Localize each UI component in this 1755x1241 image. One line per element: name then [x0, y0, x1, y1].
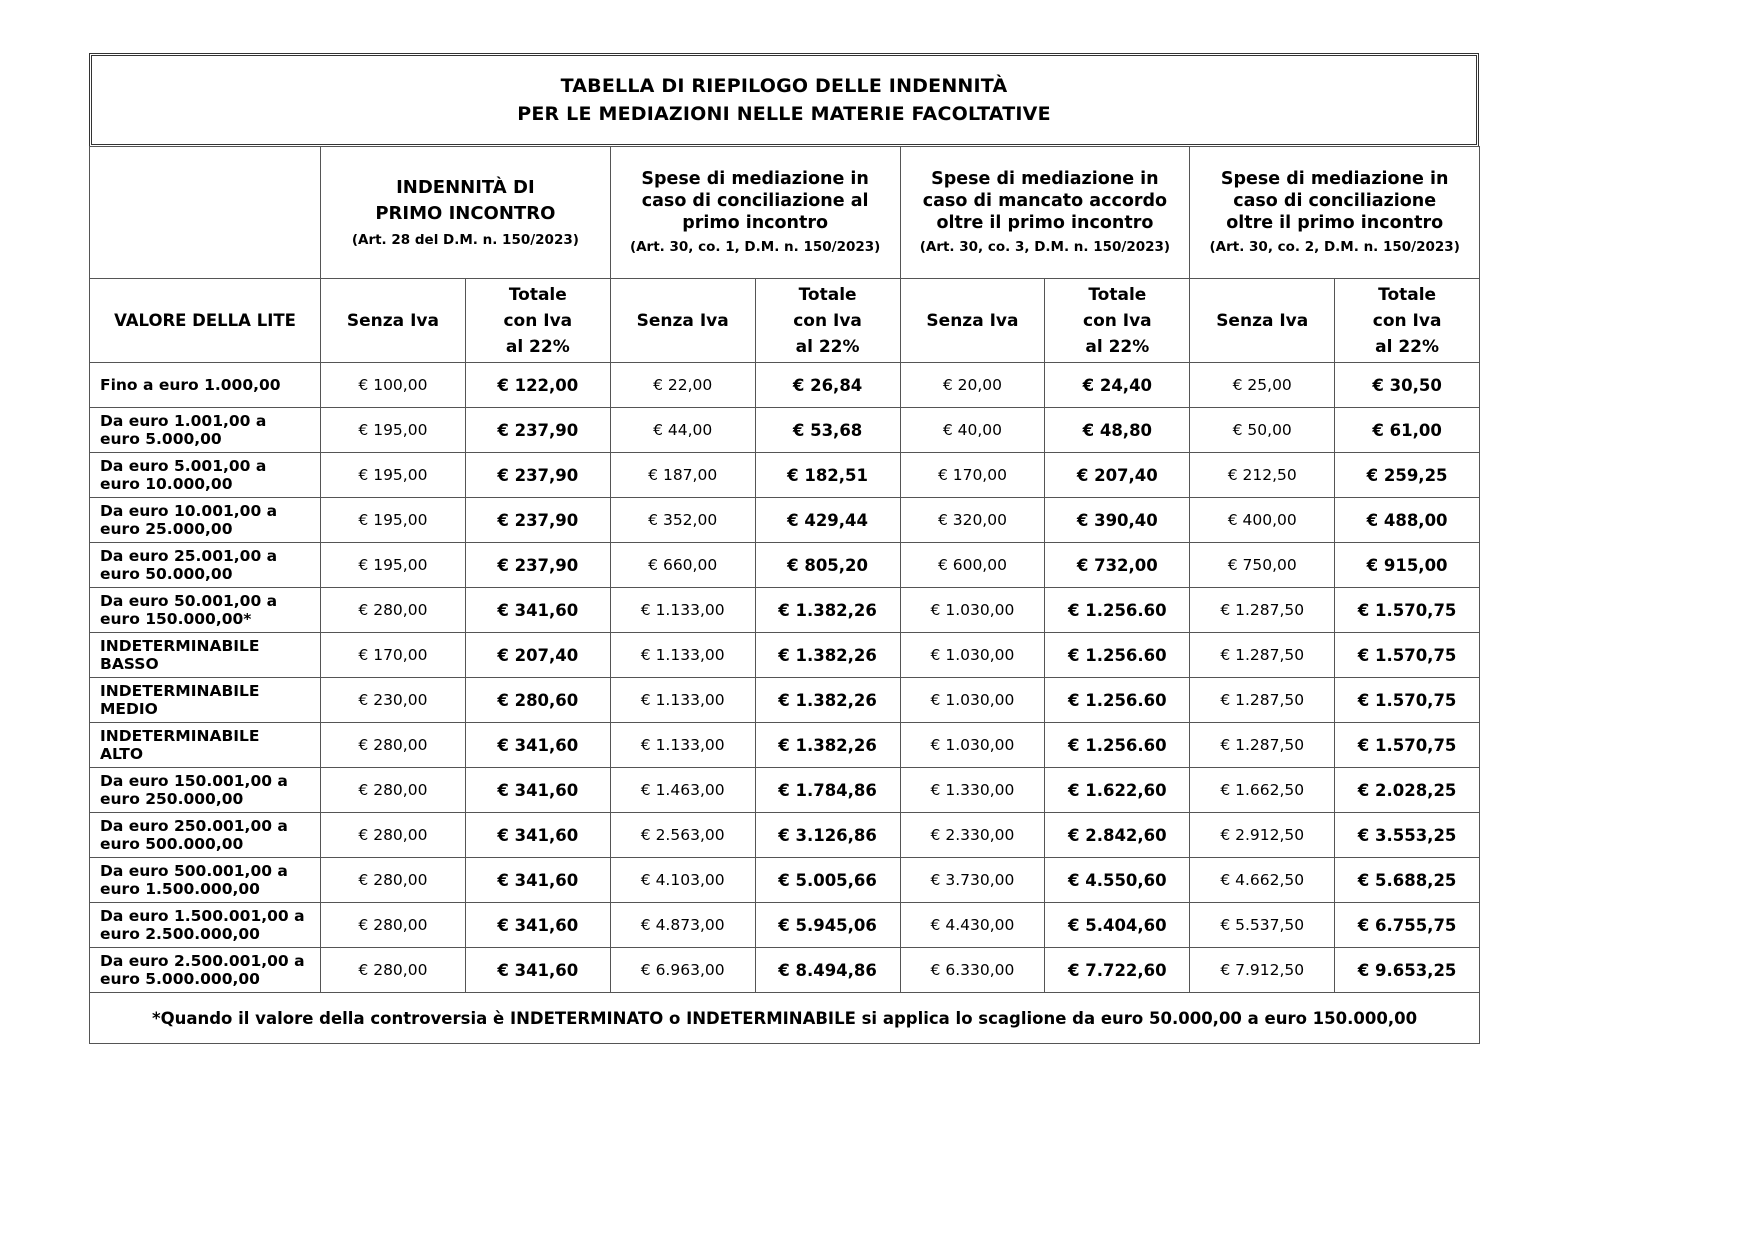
total-vat-header: Totale con Iva al 22% — [1335, 279, 1480, 363]
without-vat-header: Senza Iva — [1190, 279, 1335, 363]
title-line-2: PER LE MEDIAZIONI NELLE MATERIE FACOLTATIVE — [517, 103, 1051, 125]
total-with-vat-cell: € 7.722,60 — [1045, 948, 1190, 993]
total-with-vat-cell: € 341,60 — [465, 948, 610, 993]
total-with-vat-cell: € 1.382,26 — [755, 588, 900, 633]
total-with-vat-cell: € 3.553,25 — [1335, 813, 1480, 858]
total-with-vat-cell: € 732,00 — [1045, 543, 1190, 588]
amount-without-vat-cell: € 1.463,00 — [610, 768, 755, 813]
document-title — [89, 53, 1479, 147]
amount-without-vat-cell: € 195,00 — [321, 453, 466, 498]
total-with-vat-cell: € 1.256.60 — [1045, 678, 1190, 723]
total-with-vat-cell: € 207,40 — [465, 633, 610, 678]
total-with-vat-cell: € 341,60 — [465, 768, 610, 813]
amount-without-vat-cell: € 1.330,00 — [900, 768, 1045, 813]
total-with-vat-cell: € 3.126,86 — [755, 813, 900, 858]
amount-without-vat-cell: € 170,00 — [900, 453, 1045, 498]
table-row — [90, 858, 1480, 903]
table-row — [90, 903, 1480, 948]
amount-without-vat-cell: € 2.912,50 — [1190, 813, 1335, 858]
amount-without-vat-cell: € 195,00 — [321, 408, 466, 453]
amount-without-vat-cell: € 170,00 — [321, 633, 466, 678]
total-with-vat-cell: € 237,90 — [465, 543, 610, 588]
amount-without-vat-cell: € 280,00 — [321, 858, 466, 903]
table-row — [90, 408, 1480, 453]
amount-without-vat-cell: € 22,00 — [610, 363, 755, 408]
amount-without-vat-cell: € 4.103,00 — [610, 858, 755, 903]
table-row — [90, 948, 1480, 993]
total-vat-header: Totale con Iva al 22% — [755, 279, 900, 363]
total-with-vat-cell: € 2.028,25 — [1335, 768, 1480, 813]
amount-without-vat-cell: € 1.287,50 — [1190, 723, 1335, 768]
amount-without-vat-cell: € 7.912,50 — [1190, 948, 1335, 993]
amount-without-vat-cell: € 1.133,00 — [610, 678, 755, 723]
amount-without-vat-cell: € 25,00 — [1190, 363, 1335, 408]
total-with-vat-cell: € 341,60 — [465, 588, 610, 633]
amount-without-vat-cell: € 400,00 — [1190, 498, 1335, 543]
total-with-vat-cell: € 237,90 — [465, 453, 610, 498]
total-with-vat-cell: € 1.256.60 — [1045, 588, 1190, 633]
title-line-1: TABELLA DI RIEPILOGO DELLE INDENNITÀ — [560, 75, 1008, 97]
total-with-vat-cell: € 9.653,25 — [1335, 948, 1480, 993]
total-with-vat-cell: € 341,60 — [465, 723, 610, 768]
amount-without-vat-cell: € 2.563,00 — [610, 813, 755, 858]
group-header-primo-incontro: INDENNITÀ DI PRIMO INCONTRO (Art. 28 del D.M. n. 150/2023) — [321, 147, 611, 279]
total-vat-header: Totale con Iva al 22% — [465, 279, 610, 363]
total-with-vat-cell: € 341,60 — [465, 858, 610, 903]
amount-without-vat-cell: € 280,00 — [321, 723, 466, 768]
table-row — [90, 543, 1480, 588]
amount-without-vat-cell: € 280,00 — [321, 768, 466, 813]
amount-without-vat-cell: € 750,00 — [1190, 543, 1335, 588]
total-with-vat-cell: € 237,90 — [465, 408, 610, 453]
total-with-vat-cell: € 1.570,75 — [1335, 678, 1480, 723]
amount-without-vat-cell: € 1.030,00 — [900, 678, 1045, 723]
amount-without-vat-cell: € 320,00 — [900, 498, 1045, 543]
without-vat-header: Senza Iva — [900, 279, 1045, 363]
total-with-vat-cell: € 1.382,26 — [755, 678, 900, 723]
total-with-vat-cell: € 390,40 — [1045, 498, 1190, 543]
amount-without-vat-cell: € 1.662,50 — [1190, 768, 1335, 813]
total-with-vat-cell: € 5.945,06 — [755, 903, 900, 948]
amount-without-vat-cell: € 44,00 — [610, 408, 755, 453]
amount-without-vat-cell: € 212,50 — [1190, 453, 1335, 498]
value-range-label: Da euro 2.500.001,00 a euro 5.000.000,00 — [90, 948, 321, 993]
total-with-vat-cell: € 1.570,75 — [1335, 723, 1480, 768]
amount-without-vat-cell: € 1.030,00 — [900, 633, 1045, 678]
amount-without-vat-cell: € 280,00 — [321, 813, 466, 858]
amount-without-vat-cell: € 352,00 — [610, 498, 755, 543]
total-with-vat-cell: € 2.842,60 — [1045, 813, 1190, 858]
total-with-vat-cell: € 5.005,66 — [755, 858, 900, 903]
total-with-vat-cell: € 1.256.60 — [1045, 633, 1190, 678]
total-with-vat-cell: € 805,20 — [755, 543, 900, 588]
total-with-vat-cell: € 341,60 — [465, 813, 610, 858]
total-with-vat-cell: € 1.570,75 — [1335, 588, 1480, 633]
total-with-vat-cell: € 61,00 — [1335, 408, 1480, 453]
total-with-vat-cell: € 1.622,60 — [1045, 768, 1190, 813]
total-with-vat-cell: € 207,40 — [1045, 453, 1190, 498]
fee-summary-document — [89, 53, 1479, 1044]
table-row — [90, 768, 1480, 813]
total-with-vat-cell: € 8.494,86 — [755, 948, 900, 993]
amount-without-vat-cell: € 280,00 — [321, 588, 466, 633]
total-with-vat-cell: € 915,00 — [1335, 543, 1480, 588]
total-with-vat-cell: € 5.404,60 — [1045, 903, 1190, 948]
total-with-vat-cell: € 182,51 — [755, 453, 900, 498]
total-with-vat-cell: € 6.755,75 — [1335, 903, 1480, 948]
total-with-vat-cell: € 53,68 — [755, 408, 900, 453]
table-row — [90, 588, 1480, 633]
value-range-label: Da euro 500.001,00 a euro 1.500.000,00 — [90, 858, 321, 903]
total-with-vat-cell: € 429,44 — [755, 498, 900, 543]
value-range-label: INDETERMINABILE MEDIO — [90, 678, 321, 723]
value-range-label: Da euro 150.001,00 a euro 250.000,00 — [90, 768, 321, 813]
table-row — [90, 498, 1480, 543]
value-range-label: Da euro 1.500.001,00 a euro 2.500.000,00 — [90, 903, 321, 948]
table-row — [90, 813, 1480, 858]
total-with-vat-cell: € 280,60 — [465, 678, 610, 723]
amount-without-vat-cell: € 20,00 — [900, 363, 1045, 408]
total-with-vat-cell: € 1.570,75 — [1335, 633, 1480, 678]
amount-without-vat-cell: € 3.730,00 — [900, 858, 1045, 903]
group-header-row — [90, 147, 1480, 279]
without-vat-header: Senza Iva — [321, 279, 466, 363]
amount-without-vat-cell: € 195,00 — [321, 543, 466, 588]
empty-corner-cell — [90, 147, 321, 279]
without-vat-header: Senza Iva — [610, 279, 755, 363]
footnote: *Quando il valore della controversia è INDETERMINATO o INDETERMINABILE si applica lo scaglione da euro 50.000,00 a euro 150.000,00 — [90, 993, 1480, 1044]
total-with-vat-cell: € 1.784,86 — [755, 768, 900, 813]
amount-without-vat-cell: € 1.133,00 — [610, 633, 755, 678]
value-range-label: Da euro 25.001,00 a euro 50.000,00 — [90, 543, 321, 588]
table-row — [90, 723, 1480, 768]
value-range-label: INDETERMINABILE BASSO — [90, 633, 321, 678]
amount-without-vat-cell: € 660,00 — [610, 543, 755, 588]
group-header-conciliazione-primo-incontro: Spese di mediazione in caso di conciliazione al primo incontro (Art. 30, co. 1, D.M. n. 150/2023) — [610, 147, 900, 279]
total-with-vat-cell: € 4.550,60 — [1045, 858, 1190, 903]
amount-without-vat-cell: € 100,00 — [321, 363, 466, 408]
amount-without-vat-cell: € 4.662,50 — [1190, 858, 1335, 903]
amount-without-vat-cell: € 4.430,00 — [900, 903, 1045, 948]
fee-rows — [90, 363, 1480, 993]
amount-without-vat-cell: € 4.873,00 — [610, 903, 755, 948]
total-with-vat-cell: € 122,00 — [465, 363, 610, 408]
total-with-vat-cell: € 48,80 — [1045, 408, 1190, 453]
value-range-label: Da euro 1.001,00 a euro 5.000,00 — [90, 408, 321, 453]
table-row — [90, 633, 1480, 678]
amount-without-vat-cell: € 280,00 — [321, 903, 466, 948]
value-range-label: Da euro 10.001,00 a euro 25.000,00 — [90, 498, 321, 543]
amount-without-vat-cell: € 1.030,00 — [900, 588, 1045, 633]
amount-without-vat-cell: € 230,00 — [321, 678, 466, 723]
group-header-mancato-accordo: Spese di mediazione in caso di mancato accordo oltre il primo incontro (Art. 30, co. 3, D.M. n. 150/2023) — [900, 147, 1190, 279]
table-row — [90, 678, 1480, 723]
total-with-vat-cell: € 1.382,26 — [755, 723, 900, 768]
total-with-vat-cell: € 237,90 — [465, 498, 610, 543]
total-with-vat-cell: € 1.382,26 — [755, 633, 900, 678]
amount-without-vat-cell: € 5.537,50 — [1190, 903, 1335, 948]
total-with-vat-cell: € 259,25 — [1335, 453, 1480, 498]
value-range-label: Fino a euro 1.000,00 — [90, 363, 321, 408]
value-range-label: INDETERMINABILE ALTO — [90, 723, 321, 768]
value-range-label: Da euro 50.001,00 a euro 150.000,00* — [90, 588, 321, 633]
amount-without-vat-cell: € 1.030,00 — [900, 723, 1045, 768]
table-row — [90, 363, 1480, 408]
value-range-label: Da euro 250.001,00 a euro 500.000,00 — [90, 813, 321, 858]
amount-without-vat-cell: € 2.330,00 — [900, 813, 1045, 858]
value-range-label: Da euro 5.001,00 a euro 10.000,00 — [90, 453, 321, 498]
amount-without-vat-cell: € 195,00 — [321, 498, 466, 543]
amount-without-vat-cell: € 1.133,00 — [610, 588, 755, 633]
total-with-vat-cell: € 30,50 — [1335, 363, 1480, 408]
amount-without-vat-cell: € 6.330,00 — [900, 948, 1045, 993]
amount-without-vat-cell: € 6.963,00 — [610, 948, 755, 993]
amount-without-vat-cell: € 1.287,50 — [1190, 588, 1335, 633]
footnote-row — [90, 993, 1480, 1044]
value-column-header: VALORE DELLA LITE — [90, 279, 321, 363]
amount-without-vat-cell: € 600,00 — [900, 543, 1045, 588]
table-row — [90, 453, 1480, 498]
total-with-vat-cell: € 341,60 — [465, 903, 610, 948]
amount-without-vat-cell: € 40,00 — [900, 408, 1045, 453]
sub-header-row — [90, 279, 1480, 363]
amount-without-vat-cell: € 1.287,50 — [1190, 633, 1335, 678]
amount-without-vat-cell: € 280,00 — [321, 948, 466, 993]
amount-without-vat-cell: € 187,00 — [610, 453, 755, 498]
total-with-vat-cell: € 26,84 — [755, 363, 900, 408]
amount-without-vat-cell: € 1.287,50 — [1190, 678, 1335, 723]
group-header-conciliazione-oltre: Spese di mediazione in caso di conciliazione oltre il primo incontro (Art. 30, co. 2, D.M. n. 150/2023) — [1190, 147, 1480, 279]
amount-without-vat-cell: € 50,00 — [1190, 408, 1335, 453]
total-with-vat-cell: € 5.688,25 — [1335, 858, 1480, 903]
total-with-vat-cell: € 488,00 — [1335, 498, 1480, 543]
total-with-vat-cell: € 24,40 — [1045, 363, 1190, 408]
amount-without-vat-cell: € 1.133,00 — [610, 723, 755, 768]
total-with-vat-cell: € 1.256.60 — [1045, 723, 1190, 768]
total-vat-header: Totale con Iva al 22% — [1045, 279, 1190, 363]
fee-table — [89, 146, 1480, 1044]
